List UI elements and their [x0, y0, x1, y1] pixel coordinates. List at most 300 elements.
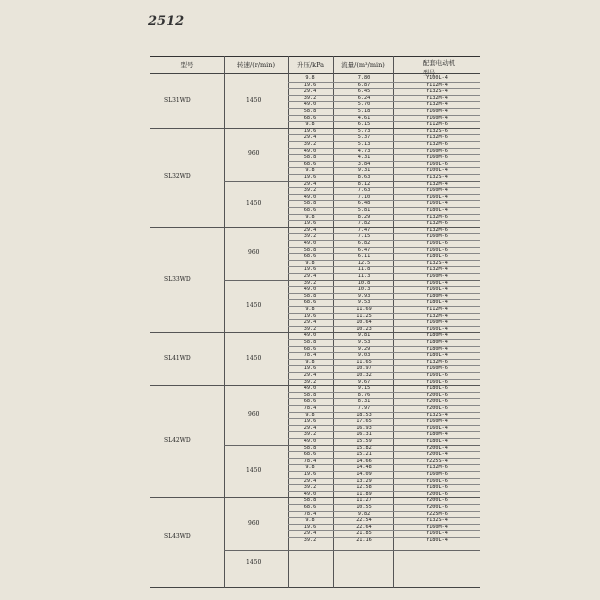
pressure-cell: 68.6 [303, 253, 317, 260]
row-divider [288, 418, 480, 419]
speed-label: 1450 [246, 97, 262, 105]
flow-cell: 9.29 [357, 345, 371, 352]
pressure-cell: 19.6 [303, 266, 317, 273]
pressure-cell: 39.2 [303, 378, 317, 385]
motor-cell: Y200L-4 [426, 444, 448, 451]
model-label: SL41WD [164, 354, 191, 362]
row-divider [288, 359, 480, 360]
motor-cell: Y200L-4 [426, 451, 448, 458]
model-label: SL32WD [164, 173, 191, 181]
motor-cell: Y160L-4 [426, 530, 448, 537]
motor-cell: Y160L-4 [426, 193, 448, 200]
row-divider [288, 530, 480, 531]
pressure-cell: 68.6 [303, 299, 317, 306]
pressure-cell: 29.4 [303, 372, 317, 378]
motor-cell: Y132M-6 [426, 213, 448, 220]
pressure-cell: 39.2 [303, 484, 317, 491]
speed-label: 1450 [246, 354, 262, 362]
motor-cell: Y160L-4 [426, 325, 448, 332]
flow-cell: 14.66 [356, 457, 372, 464]
pressure-cell: 39.2 [303, 94, 317, 101]
motor-cell: Y100L-4 [426, 167, 448, 174]
pressure-cell: 9.8 [305, 75, 315, 81]
motor-cell: Y180L-6 [426, 253, 448, 260]
motor-cell: Y160L-4 [426, 286, 448, 293]
row-divider [288, 412, 480, 413]
row-divider [288, 352, 480, 353]
speed-divider [224, 445, 480, 446]
pressure-cell: 9.8 [305, 464, 315, 471]
pressure-cell: 49.0 [303, 490, 317, 497]
pressure-cell: 19.6 [303, 365, 317, 372]
motor-cell: Y132S-4 [426, 259, 448, 266]
motor-cell: Y180M-4 [426, 292, 448, 299]
motor-cell: Y160M-6 [426, 365, 448, 372]
motor-cell: Y160M-6 [426, 233, 448, 240]
flow-cell: 7.47 [357, 226, 371, 233]
pressure-cell: 9.8 [305, 517, 315, 524]
model-label: SL43WD [164, 533, 191, 540]
motor-cell: Y200L-6 [426, 398, 448, 405]
motor-cell: Y180M-4 [426, 332, 448, 339]
group-divider [150, 128, 480, 129]
group-divider [150, 227, 480, 228]
motor-cell: Y132M-6 [426, 134, 448, 141]
pressure-cell: 68.6 [303, 504, 317, 510]
flow-cell: 6.15 [357, 121, 371, 128]
row-divider [288, 148, 480, 149]
pressure-cell: 49.0 [303, 286, 317, 293]
flow-cell: 5.73 [357, 127, 371, 134]
row-divider [288, 247, 480, 248]
motor-cell: Y180L-4 [426, 537, 448, 543]
flow-cell: 11.27 [356, 497, 372, 504]
pressure-cell: 39.2 [303, 325, 317, 332]
row-divider [288, 464, 480, 465]
motor-cell: Y225M-6 [426, 510, 448, 517]
motor-cell: Y132S-4 [426, 411, 448, 418]
row-divider [288, 425, 480, 426]
pressure-cell: 29.4 [303, 319, 317, 326]
pressure-cell: 9.8 [305, 213, 315, 220]
table-top-rule [150, 56, 480, 57]
row-divider [288, 207, 480, 208]
speed-divider [224, 280, 480, 281]
flow-cell: 5.81 [357, 207, 371, 213]
motor-cell: Y160M-4 [426, 418, 448, 425]
row-divider [288, 220, 480, 221]
motor-cell: Y160M-4 [426, 523, 448, 530]
pressure-cell: 39.2 [303, 233, 317, 240]
speed-divider [224, 181, 480, 182]
pressure-cell: 19.6 [303, 471, 317, 477]
row-divider [288, 88, 480, 89]
row-divider [288, 299, 480, 300]
flow-cell: 8.63 [357, 174, 371, 180]
header-model: 型号 [180, 61, 194, 69]
model-label: SL33WD [164, 275, 191, 283]
speed-label: 1450 [246, 302, 262, 309]
row-divider [288, 141, 480, 142]
row-divider [288, 326, 480, 327]
flow-cell: 8.76 [357, 391, 371, 398]
speed-divider [224, 550, 480, 551]
flow-cell: 22.64 [356, 523, 372, 530]
motor-cell: Y180M-4 [426, 339, 448, 345]
header-speed: 转速/(r/min) [237, 61, 275, 69]
motor-cell: Y132S-6 [426, 127, 448, 134]
flow-cell: 9.31 [357, 167, 371, 174]
flow-cell: 5.18 [357, 108, 371, 114]
motor-cell: Y180L-4 [426, 299, 448, 306]
row-divider [288, 214, 480, 215]
pressure-cell: 39.2 [303, 431, 317, 438]
motor-cell: Y200L-6 [426, 504, 448, 510]
motor-cell: Y160M-6 [426, 154, 448, 161]
row-divider [288, 306, 480, 307]
pressure-cell: 9.8 [305, 259, 315, 266]
row-divider [288, 392, 480, 393]
motor-cell: Y160L-4 [426, 279, 448, 286]
flow-cell: 10.32 [356, 372, 372, 378]
pressure-cell: 49.0 [303, 193, 317, 200]
pressure-cell: 78.4 [303, 457, 317, 464]
fan-performance-table [150, 56, 480, 588]
row-divider [288, 121, 480, 122]
pressure-cell: 78.4 [303, 405, 317, 411]
flow-cell: 9.67 [357, 378, 371, 385]
pressure-cell: 68.6 [303, 451, 317, 458]
motor-cell: Y160L-6 [426, 477, 448, 484]
pressure-cell: 29.4 [303, 424, 317, 431]
row-divider [288, 504, 480, 505]
flow-cell: 5.70 [357, 101, 371, 108]
flow-cell: 5.37 [357, 134, 371, 141]
flow-cell: 5.13 [357, 141, 371, 147]
flow-cell: 10.55 [356, 504, 372, 510]
flow-cell: 15.82 [356, 444, 372, 451]
row-divider [288, 511, 480, 512]
pressure-cell: 49.0 [303, 332, 317, 339]
motor-cell: Y112M-4 [426, 81, 448, 88]
flow-cell: 6.48 [357, 200, 371, 207]
flow-cell: 11.69 [356, 306, 372, 312]
motor-cell: Y200L-6 [426, 497, 448, 504]
row-divider [288, 365, 480, 366]
row-divider [288, 398, 480, 399]
row-divider [288, 438, 480, 439]
motor-cell: Y180M-4 [426, 431, 448, 438]
flow-cell: 6.11 [357, 253, 371, 260]
page-number: 2512 [148, 14, 185, 29]
motor-cell: Y132S-4 [426, 174, 448, 180]
flow-cell: 6.45 [357, 88, 371, 95]
motor-cell: Y112M-6 [426, 121, 448, 128]
pressure-cell: 58.8 [303, 444, 317, 451]
flow-cell: 21.16 [356, 537, 372, 543]
motor-cell: Y132M-4 [426, 94, 448, 101]
flow-cell: 16.31 [356, 431, 372, 438]
flow-cell: 9.15 [357, 385, 371, 392]
row-divider [288, 313, 480, 314]
flow-cell: 7.82 [357, 220, 371, 227]
pressure-cell: 58.8 [303, 246, 317, 253]
flow-cell: 7.80 [357, 75, 371, 81]
motor-cell: Y100L-4 [426, 75, 448, 81]
motor-cell: Y160M-6 [426, 147, 448, 154]
header-motor-model: 型号 [423, 70, 436, 77]
flow-cell: 3.84 [357, 160, 371, 167]
flow-cell: 12.58 [356, 484, 372, 491]
pressure-cell: 58.8 [303, 108, 317, 114]
pressure-cell: 68.6 [303, 398, 317, 405]
row-divider [288, 108, 480, 109]
flow-cell: 4.61 [357, 114, 371, 121]
flow-cell: 11.65 [356, 358, 372, 365]
row-divider [288, 154, 480, 155]
row-divider [288, 451, 480, 452]
motor-cell: Y160L-4 [426, 200, 448, 207]
model-label: SL31WD [164, 97, 191, 105]
motor-cell: Y180L-6 [426, 484, 448, 491]
pressure-cell: 58.8 [303, 339, 317, 345]
motor-cell: Y160L-6 [426, 240, 448, 246]
row-divider [288, 458, 480, 459]
row-divider [288, 517, 480, 518]
flow-cell: 10.8 [357, 279, 371, 286]
motor-cell: Y132M-4 [426, 266, 448, 273]
motor-cell: Y132S-4 [426, 88, 448, 95]
flow-cell: 10.97 [356, 365, 372, 372]
pressure-cell: 29.4 [303, 530, 317, 537]
group-divider [150, 497, 480, 498]
motor-cell: Y160L-6 [426, 378, 448, 385]
flow-cell: 12.5 [357, 259, 371, 266]
pressure-cell: 78.4 [303, 352, 317, 359]
pressure-cell: 58.8 [303, 200, 317, 207]
pressure-cell: 9.8 [305, 358, 315, 365]
pressure-cell: 49.0 [303, 101, 317, 108]
flow-cell: 21.85 [356, 530, 372, 537]
flow-cell: 14.48 [356, 464, 372, 471]
pressure-cell: 19.6 [303, 312, 317, 319]
flow-cell: 7.15 [357, 233, 371, 240]
motor-cell: Y160M-4 [426, 273, 448, 279]
speed-label: 960 [248, 249, 260, 257]
group-divider [150, 385, 480, 386]
flow-cell: 9.82 [357, 510, 371, 517]
flow-cell: 10.23 [356, 325, 372, 332]
header-motor-group: 配套电动机 [422, 59, 456, 67]
row-divider [288, 233, 480, 234]
flow-cell: 10.64 [356, 319, 372, 326]
pressure-cell: 19.6 [303, 523, 317, 530]
speed-label: 960 [248, 150, 260, 158]
flow-cell: 9.53 [357, 339, 371, 345]
motor-cell: Y132M-6 [426, 464, 448, 471]
row-divider [288, 253, 480, 254]
pressure-cell: 19.6 [303, 81, 317, 88]
motor-cell: Y132M-6 [426, 141, 448, 147]
flow-cell: 9.03 [357, 352, 371, 359]
speed-label: 1450 [246, 467, 262, 474]
flow-cell: 4.31 [357, 154, 371, 161]
pressure-cell: 19.6 [303, 127, 317, 134]
flow-cell: 7.97 [357, 405, 371, 411]
row-divider [288, 405, 480, 406]
flow-cell: 6.87 [357, 81, 371, 88]
pressure-cell: 49.0 [303, 240, 317, 246]
row-divider [288, 174, 480, 175]
motor-cell: Y180L-4 [426, 207, 448, 213]
flow-cell: 9.93 [357, 292, 371, 299]
row-divider [288, 293, 480, 294]
flow-cell: 11.25 [356, 312, 372, 319]
row-divider [288, 200, 480, 201]
motor-cell: Y180L-6 [426, 385, 448, 392]
pressure-cell: 68.6 [303, 207, 317, 213]
row-divider [288, 260, 480, 261]
pressure-cell: 39.2 [303, 141, 317, 147]
pressure-cell: 39.2 [303, 537, 317, 543]
row-divider [288, 319, 480, 320]
row-divider [288, 484, 480, 485]
motor-cell: Y132M-6 [426, 220, 448, 227]
row-divider [288, 524, 480, 525]
pressure-cell: 9.8 [305, 411, 315, 418]
row-divider [288, 379, 480, 380]
motor-cell: Y160M-4 [426, 319, 448, 326]
table-bottom-rule [150, 587, 480, 588]
pressure-cell: 29.4 [303, 88, 317, 95]
pressure-cell: 58.8 [303, 154, 317, 161]
motor-cell: Y160L-6 [426, 160, 448, 167]
row-divider [288, 95, 480, 96]
flow-cell: 11.8 [357, 266, 371, 273]
motor-cell: Y180L-4 [426, 438, 448, 444]
motor-cell: Y132M-6 [426, 226, 448, 233]
row-divider [288, 471, 480, 472]
motor-cell: Y132M-4 [426, 101, 448, 108]
flow-cell: 8.29 [357, 213, 371, 220]
row-divider [288, 478, 480, 479]
pressure-cell: 58.8 [303, 391, 317, 398]
row-divider [288, 187, 480, 188]
row-divider [288, 161, 480, 162]
pressure-cell: 29.4 [303, 180, 317, 187]
row-divider [288, 134, 480, 135]
row-divider [288, 431, 480, 432]
flow-cell: 7.63 [357, 187, 371, 194]
flow-cell: 15.21 [356, 451, 372, 458]
flow-cell: 6.24 [357, 94, 371, 101]
pressure-cell: 49.0 [303, 147, 317, 154]
row-divider [288, 273, 480, 274]
pressure-cell: 49.0 [303, 438, 317, 444]
row-divider [288, 115, 480, 116]
flow-cell: 14.09 [356, 471, 372, 477]
row-divider [288, 82, 480, 83]
pressure-cell: 9.8 [305, 167, 315, 174]
pressure-cell: 68.6 [303, 160, 317, 167]
flow-cell: 6.47 [357, 246, 371, 253]
motor-cell: Y200L-6 [426, 391, 448, 398]
group-divider [150, 332, 480, 333]
flow-cell: 18.53 [356, 411, 372, 418]
motor-cell: Y132M-4 [426, 312, 448, 319]
speed-label: 960 [248, 519, 260, 527]
pressure-cell: 58.8 [303, 497, 317, 504]
row-divider [288, 339, 480, 340]
pressure-cell: 19.6 [303, 220, 317, 227]
speed-label: 1450 [246, 559, 262, 567]
pressure-cell: 68.6 [303, 114, 317, 121]
flow-cell: 9.53 [357, 299, 371, 306]
pressure-cell: 9.8 [305, 306, 315, 312]
speed-label: 1450 [246, 199, 262, 207]
model-label: SL42WD [164, 437, 191, 445]
row-divider [288, 286, 480, 287]
flow-cell: 7.10 [357, 193, 371, 200]
header-pressure: 升压/kPa [296, 61, 325, 69]
motor-cell: Y160M-4 [426, 108, 448, 114]
pressure-cell: 39.2 [303, 279, 317, 286]
motor-cell: Y180L-4 [426, 352, 448, 359]
flow-cell: 6.82 [357, 240, 371, 246]
header-flow: 流量/(m³/min) [341, 61, 385, 69]
motor-cell: Y160M-4 [426, 187, 448, 194]
motor-cell: Y160M-4 [426, 114, 448, 121]
pressure-cell: 29.4 [303, 477, 317, 484]
pressure-cell: 9.8 [305, 121, 315, 128]
row-divider [288, 537, 480, 538]
flow-cell: 8.12 [357, 180, 371, 187]
row-divider [288, 372, 480, 373]
pressure-cell: 68.6 [303, 345, 317, 352]
motor-cell: Y132S-4 [426, 517, 448, 524]
row-divider [288, 266, 480, 267]
table-row [150, 75, 480, 82]
pressure-cell: 19.6 [303, 174, 317, 180]
pressure-cell: 19.6 [303, 418, 317, 425]
motor-cell: Y200L-6 [426, 405, 448, 411]
speed-label: 960 [248, 410, 260, 418]
motor-cell: Y132M-6 [426, 358, 448, 365]
row-divider [288, 194, 480, 195]
row-divider [288, 167, 480, 168]
motor-cell: Y225S-4 [426, 457, 448, 464]
pressure-cell: 29.4 [303, 273, 317, 279]
pressure-cell: 49.0 [303, 385, 317, 392]
pressure-cell: 39.2 [303, 187, 317, 194]
row-divider [288, 346, 480, 347]
flow-cell: 17.65 [356, 418, 372, 425]
pressure-cell: 58.8 [303, 292, 317, 299]
flow-cell: 10.3 [357, 286, 371, 293]
row-divider [288, 101, 480, 102]
flow-cell: 22.54 [356, 517, 372, 524]
flow-cell: 9.81 [357, 332, 371, 339]
flow-cell: 4.73 [357, 147, 371, 154]
flow-cell: 11.3 [357, 273, 371, 279]
row-divider [288, 491, 480, 492]
motor-cell: Y160L-4 [426, 424, 448, 431]
flow-cell: 11.89 [356, 490, 372, 497]
flow-cell: 8.31 [357, 398, 371, 405]
motor-cell: Y112M-4 [426, 306, 448, 312]
flow-cell: 15.59 [356, 438, 372, 444]
motor-cell: Y132M-4 [426, 180, 448, 187]
